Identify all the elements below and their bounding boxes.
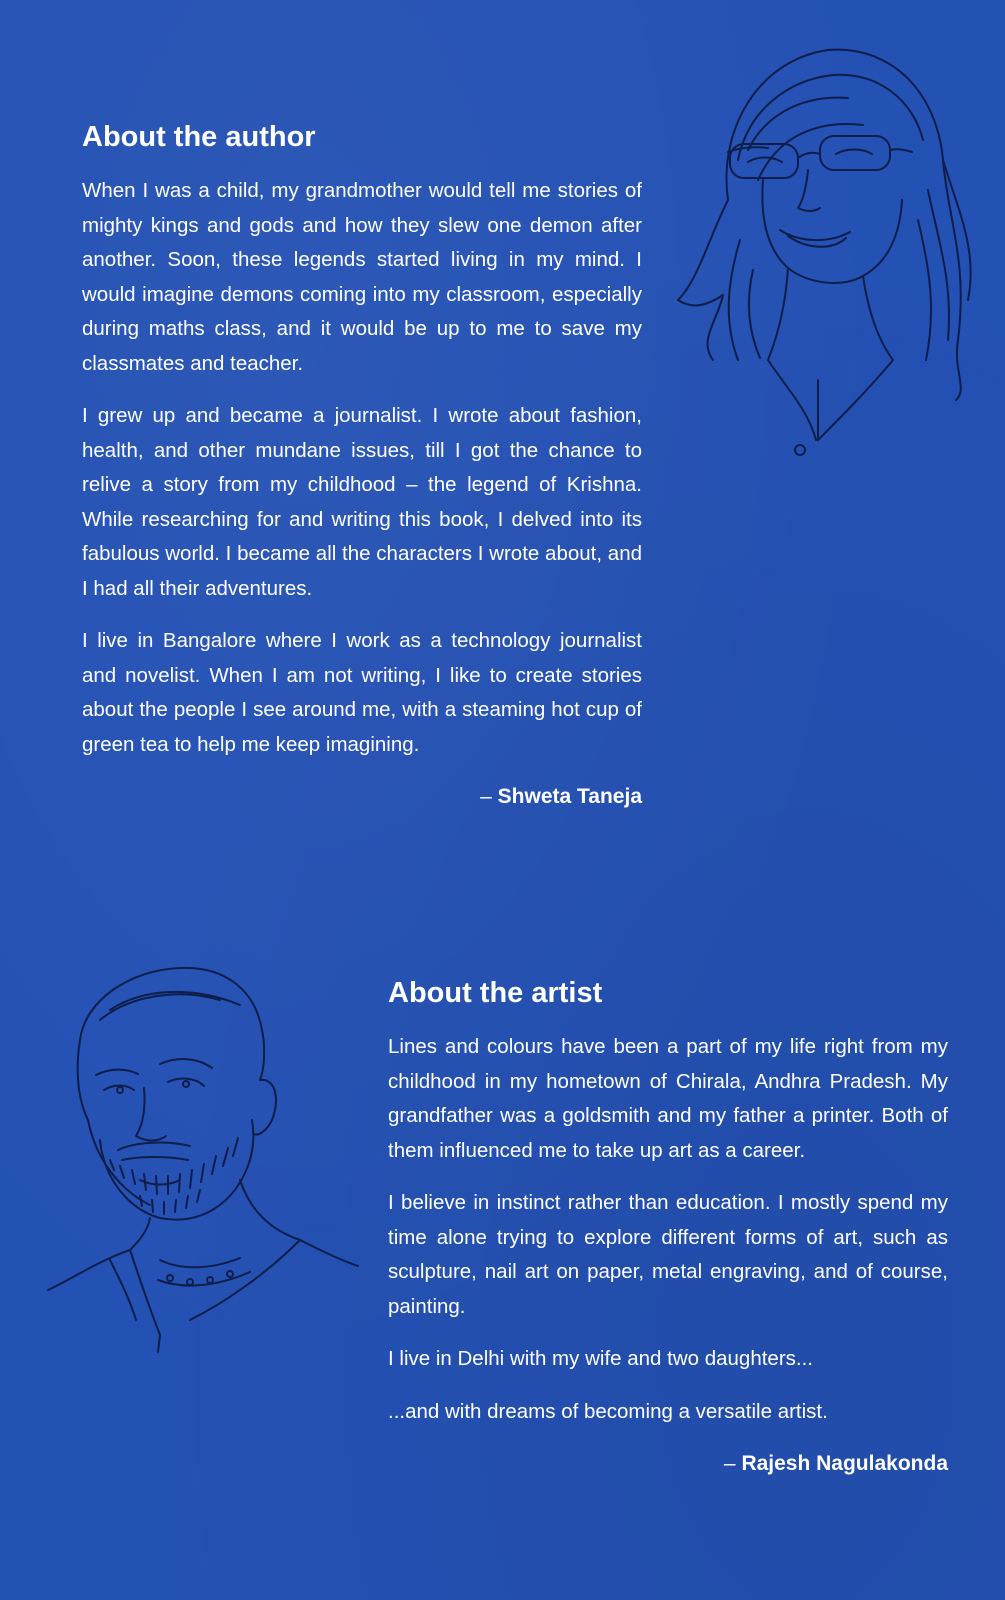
artist-paragraph-2: I believe in instinct rather than education. I mostly spend my time alone trying to explore different forms of art, such as sculpture, nail art on paper, metal engraving, and of course, painting. bbox=[388, 1191, 948, 1318]
author-signature bbox=[82, 780, 642, 814]
artist-heading: About the artist bbox=[388, 977, 603, 1009]
artist-signature-dash: – bbox=[723, 1452, 742, 1475]
artist-paragraph-4: ...and with dreams of becoming a versatile artist. bbox=[388, 1399, 828, 1423]
artist-signature-name: Rajesh Nagulakonda bbox=[741, 1452, 948, 1475]
author-portrait-icon bbox=[668, 40, 988, 480]
author-paragraph-2: I grew up and became a journalist. I wrote about fashion, health, and other mundane issues, till I got the chance to relive a story from my childhood – the legend of Krishna. While researching for and writing this book, I delved into its fabulous world. I became all the characters I wrote about, and I had all their adventures. bbox=[82, 404, 642, 600]
author-signature-dash: – bbox=[480, 785, 498, 808]
artist-portrait-icon bbox=[40, 960, 370, 1360]
author-heading: About the author bbox=[82, 121, 316, 153]
author-paragraph-3: I live in Bangalore where I work as a technology journalist and novelist. When I am not writing, I like to create stories about the people I see around me, with a steaming hot cup of green tea to help me keep imagining. bbox=[82, 629, 642, 756]
artist-paragraph-3: I live in Delhi with my wife and two daughters... bbox=[388, 1347, 813, 1370]
artist-paragraph-1: Lines and colours have been a part of my life right from my childhood in my hometown of Chirala, Andhra Pradesh. My grandfather was a goldsmith and my father a printer. Both of them influenced me to take up art as a career. bbox=[388, 1035, 948, 1162]
artist-section bbox=[388, 976, 948, 1481]
artist-signature bbox=[388, 1447, 948, 1481]
author-paragraph-1: When I was a child, my grandmother would tell me stories of mighty kings and gods and how they slew one demon after another. Soon, these legends started living in my mind. I would imagine demons coming into my classroom, especially during maths class, and it would be up to me to save my classmates and teacher. bbox=[82, 179, 642, 375]
author-signature-name: Shweta Taneja bbox=[497, 785, 642, 808]
author-section bbox=[82, 120, 642, 814]
